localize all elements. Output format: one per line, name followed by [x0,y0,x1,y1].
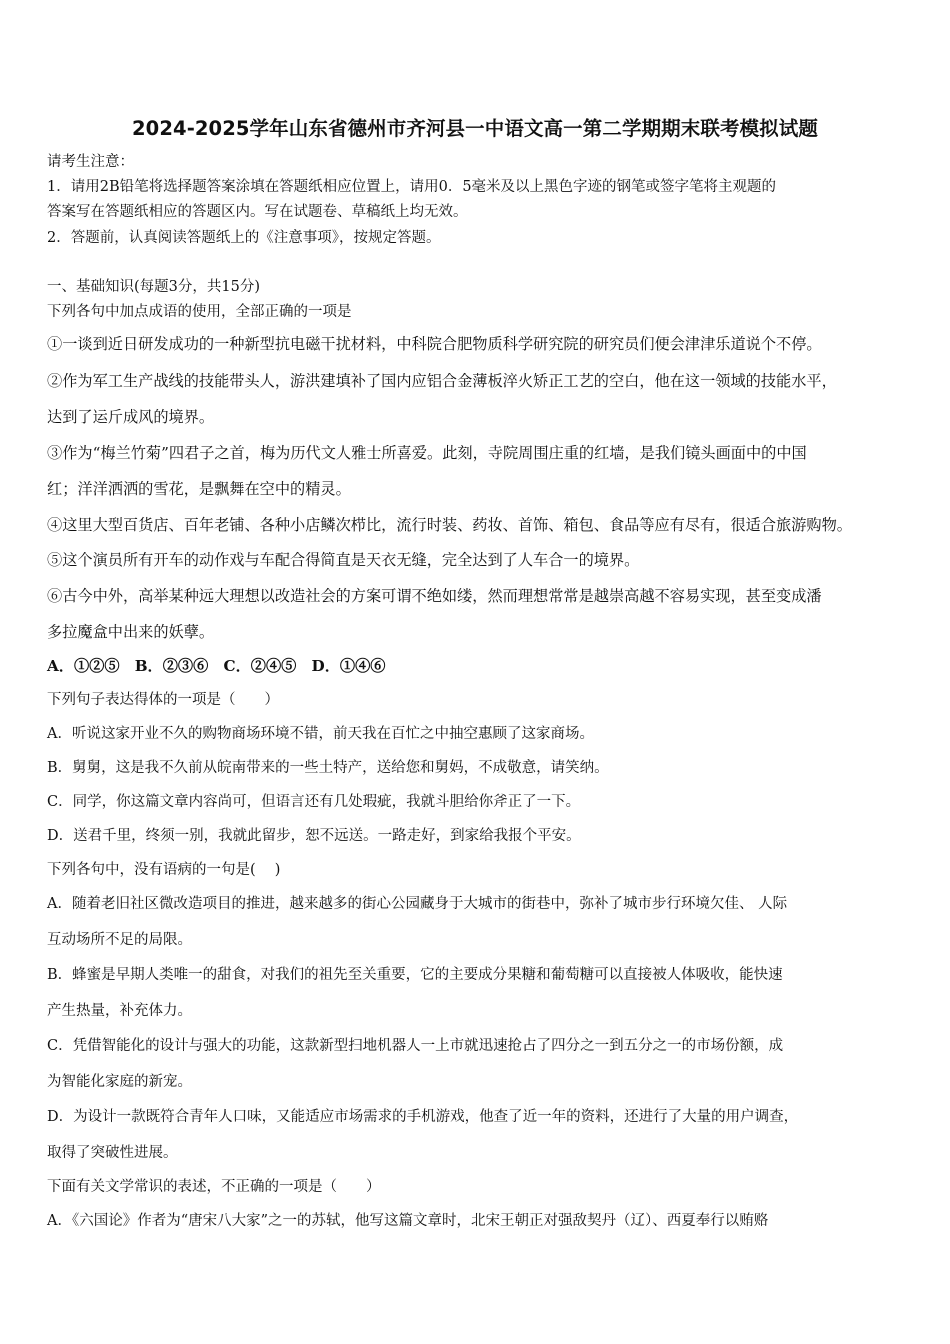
answer-option-line: 互动场所不足的局限。 [47,932,192,948]
page-title: 2024-2025学年山东省德州市齐河县一中语文高一第二学期期末联考模拟试题 [132,117,818,140]
notice-heading: 请考生注意： [47,154,134,170]
question-item: 多拉魔盒中出来的妖孽。 [47,623,215,641]
answer-option-line: B．蜂蜜是早期人类唯一的甜食，对我们的祖先至关重要，它的主要成分果糖和葡萄糖可以直接被人体吸收，能快速 [47,967,783,983]
question-item: ⑥古今中外，高举某种远大理想以改造社会的方案可谓不绝如缕，然而理想常常是越崇高越不容易实现，甚至变成潘 [47,587,822,605]
answer-option-line: D．为设计一款既符合青年人口味，又能适应市场需求的手机游戏，他查了近一年的资料，还进行了大量的用户调查， [47,1109,799,1125]
answer-option-line: 为智能化家庭的新宠。 [47,1074,192,1090]
question-item: ③作为“梅兰竹菊”四君子之首，梅为历代文人雅士所喜爱。此刻，寺院周围庄重的红墙，是我们镜头画面中的中国 [47,444,807,462]
question-item: ④这里大型百货店、百年老铺、各种小店鳞次栉比，流行时装、药妆、首饰、箱包、食品等应有尽有，很适合旅游购物。 [47,516,852,534]
question-stem: 下列各句中，没有语病的一句是( ) [47,862,281,878]
section-heading: 一、基础知识(每题3分，共15分) [47,279,260,295]
notice-line: 答案写在答题纸相应的答题区内。写在试题卷、草稿纸上均无效。 [47,204,468,220]
answer-option-line: A．《六国论》作者为“唐宋八大家”之一的苏轼，他写这篇文章时，北宋王朝正对强敌契丹（辽）、西夏奉行以贿赂 [47,1213,769,1229]
question-item: ⑤这个演员所有开车的动作戏与车配合得简直是天衣无缝，完全达到了人车合一的境界。 [47,551,640,569]
answer-options: A．①②⑤ B．②③⑥ C．②④⑤ D．①④⑥ [47,657,386,675]
answer-option: D．送君千里，终须一别，我就此留步，恕不远送。一路走好，到家给我报个平安。 [47,828,581,844]
question-item: 达到了运斤成风的境界。 [47,408,215,426]
question-stem: 下列句子表达得体的一项是（ ） [47,692,279,708]
answer-option-line: 产生热量，补充体力。 [47,1003,192,1019]
answer-option: B．舅舅，这是我不久前从皖南带来的一些土特产，送给您和舅妈，不成敬意，请笑纳。 [47,760,609,776]
answer-option-line: C．凭借智能化的设计与强大的功能，这款新型扫地机器人一上市就迅速抢占了四分之一到五分之一的市场份额，成 [47,1038,784,1054]
notice-line: 1．请用2B铅笔将选择题答案涂填在答题纸相应位置上，请用0．5毫米及以上黑色字迹的钢笔或签字笔将主观题的 [47,179,777,195]
notice-line: 2．答题前，认真阅读答题纸上的《注意事项》，按规定答题。 [47,230,441,246]
question-stem: 下列各句中加点成语的使用，全部正确的一项是 [47,304,352,320]
question-item: ①一谈到近日研发成功的一种新型抗电磁干扰材料，中科院合肥物质科学研究院的研究员们便会津津乐道说个不停。 [47,335,822,353]
answer-option-line: 取得了突破性进展。 [47,1145,178,1161]
answer-option: C．同学，你这篇文章内容尚可，但语言还有几处瑕疵，我就斗胆给你斧正了一下。 [47,794,581,810]
question-item: 红；洋洋洒洒的雪花，是飘舞在空中的精灵。 [47,480,351,498]
question-stem: 下面有关文学常识的表述，不正确的一项是（ ） [47,1179,381,1195]
question-item: ②作为军工生产战线的技能带头人，游洪建填补了国内应铝合金薄板淬火矫正工艺的空白，他在这一领域的技能水平， [47,372,837,390]
answer-option: A．听说这家开业不久的购物商场环境不错，前天我在百忙之中抽空惠顾了这家商场。 [47,726,594,742]
answer-option-line: A．随着老旧社区微改造项目的推进，越来越多的街心公园藏身于大城市的街巷中，弥补了城市步行环境欠佳、 人际 [47,896,788,912]
